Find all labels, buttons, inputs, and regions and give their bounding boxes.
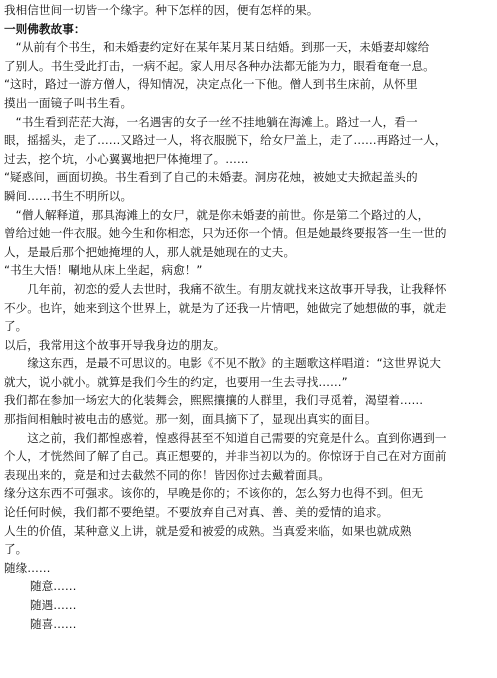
text-line: 个人，才恍然间了解了自己。真正想要的，并非当初以为的。你惊讶于自己在对方面前 (4, 449, 447, 464)
text-line: “这时，路过一游方僧人，得知情况，决定点化一下他。僧人到书生床前，从怀里 (4, 77, 418, 92)
section-heading: 一则佛教故事： (4, 21, 86, 36)
text-line: 我们都在参加一场宏大的化装舞会，熙熙攘攘的人群里，我们寻觅着，渴望着…… (4, 393, 424, 408)
text-line: 这之前，我们都惶惑着，惶惑得甚至不知道自己需要的究竟是什么。直到你遇到一 (4, 430, 447, 445)
text-line: 几年前，初恋的爱人去世时，我痛不欲生。有朋友就找来这故事开导我，让我释怀 (4, 281, 447, 296)
text-line: 缘这东西，是最不可思议的。电影《不见不散》的主题歌这样唱道：“这世界说大 (4, 356, 441, 371)
text-line: 瞬间……书生不明所以。 (4, 188, 133, 203)
text-line: 论任何时候，我们都不要绝望。不要放弃自己对真、善、美的爱情的追求。 (4, 505, 389, 520)
ending-line: 随喜…… (30, 616, 77, 631)
text-line: “书生看到茫茫大海，一名遇害的女子一丝不挂地躺在海滩上。路过一人，看一 (4, 114, 418, 129)
text-line: 缘分这东西不可强求。该你的，早晚是你的；不该你的，怎么努力也得不到。但无 (4, 486, 424, 501)
text-line: 以后，我常用这个故事开导我身边的朋友。 (4, 337, 226, 352)
text-line: 我相信世间一切皆一个缘字。种下怎样的因，便有怎样的果。 (4, 3, 319, 17)
ending-line: 随遇…… (30, 598, 77, 612)
text-line: “从前有个书生，和未婚妻约定好在某年某月某日结婚。到那一天，未婚妻却嫁给 (4, 40, 430, 55)
text-line: 就大，说小就小。就算是我们今生的约定，也要用一生去寻找……” (4, 374, 348, 389)
text-line: “僧人解释道，那具海滩上的女尸，就是你未婚妻的前世。你是第二个路过的人， (4, 207, 430, 222)
text-line: 过去，挖个坑，小心翼翼地把尸体掩埋了。…… (4, 151, 249, 166)
text-line: 人生的价值，某种意义上讲，就是爱和被爱的成熟。当真爱来临，如果也就成熟 (4, 523, 412, 538)
text-line: 人，是最后那个把她掩埋的人，那人就是她现在的丈夫。 (4, 244, 296, 259)
text-line: 了。 (4, 319, 28, 334)
text-line: “书生大悟！唰地从床上坐起，病愈！” (4, 263, 203, 278)
ending-line: 随意…… (30, 579, 77, 594)
text-line: 摸出一面镜子叫书生看。 (4, 95, 133, 110)
text-line: 了。 (4, 542, 28, 557)
text-line: 表现出来的，竟是和过去截然不同的你！皆因你过去戴着面具。 (4, 467, 331, 482)
text-line: 随缘…… (4, 560, 51, 575)
text-line: 曾给过她一件衣服。她今生和你相恋，只为还你一个情。但是她最终要报答一生一世的 (4, 226, 447, 241)
text-line: “疑惑间，画面切换。书生看到了自己的未婚妻。洞房花烛，被她丈夫掀起盖头的 (4, 170, 418, 185)
text-line: 眼，摇摇头，走了……又路过一人，将衣服脱下，给女尸盖上，走了……再路过一人， (4, 133, 447, 148)
text-line: 不少。也许，她来到这个世界上，就是为了还我一片情吧，她做完了她想做的事，就走 (4, 300, 447, 315)
text-line: 那指间相触时被电击的感觉。那一刻，面具摘下了，显现出真实的面目。 (4, 412, 377, 427)
text-line: 了别人。书生受此打击，一病不起。家人用尽各种办法都无能为力，眼看奄奄一息。 (4, 58, 435, 73)
